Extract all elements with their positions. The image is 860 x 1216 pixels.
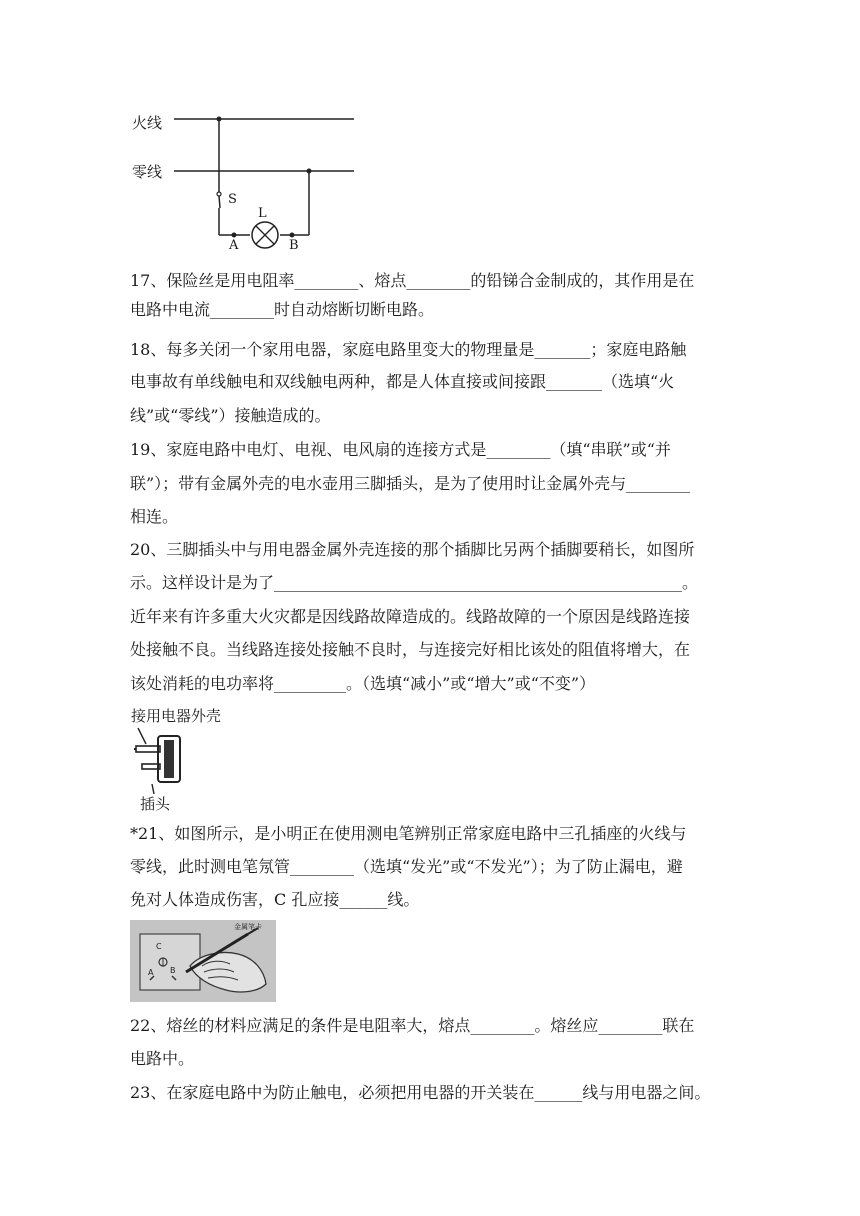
q22-line2: 电路中。 [130, 1049, 195, 1068]
hole-c-label: C [156, 942, 162, 951]
q19-line2: 联”）；带有金属外壳的电水壶用三脚插头，是为了使用时让金属外壳与________ [130, 474, 691, 493]
q19-line1: 19、家庭电路中电灯、电视、电风扇的连接方式是________（填“串联”或“并 [130, 440, 671, 459]
q19-line3: 相连。 [130, 507, 179, 526]
q20-line2: 示。这样设计是为了___________________________________________________。 [130, 573, 699, 592]
point-b-label: B [289, 238, 299, 253]
q22-line1: 22、熔丝的材料应满足的条件是电阻率大，熔点________。熔丝应________联在 [130, 1016, 695, 1035]
q18-line2: 电事故有单线触电和双线触电两种，都是人体直接或间接跟_______（选填“火 [130, 372, 675, 391]
q17-line1: 17、保险丝是用电阻率________、熔点________的铅锑合金制成的，其作用是在 [130, 271, 695, 290]
q21-line3: 免对人体造成伤害，C 孔应接______线。 [130, 890, 420, 909]
q18-line3: 线”或“零线”）接触造成的。 [130, 406, 331, 425]
tester-photo [130, 920, 276, 1002]
circuit-wiring [170, 108, 410, 258]
plug-bottom-label: 插头 [140, 795, 171, 813]
q21-line2: 零线，此时测电笔氖管________（选填“发光”或“不发光”）；为了防止漏电，避 [130, 857, 683, 876]
lamp-label: L [258, 206, 267, 221]
q21-line1: *21、如图所示，是小明正在使用测电笔辨别正常家庭电路中三孔插座的火线与 [130, 824, 687, 843]
hole-b-label: B [170, 966, 176, 975]
plug-drawing [130, 724, 200, 794]
q20-line1: 20、三脚插头中与用电器金属外壳连接的那个插脚比另两个插脚要稍长，如图所 [130, 540, 695, 559]
plug-top-label: 接用电器外壳 [131, 707, 222, 725]
live-wire-label: 火线 [132, 114, 163, 132]
hole-a-label: A [148, 968, 154, 977]
tester-drawing [130, 920, 276, 1002]
q20-line4: 处接触不良。当线路连接处接触不良时，与连接完好相比该处的阻值将增大，在 [130, 640, 691, 659]
point-a-label: A [229, 238, 239, 253]
q18-line1: 18、每多关闭一个家用电器，家庭电路里变大的物理量是_______；家庭电路触 [130, 340, 687, 359]
q20-line3: 近年来有许多重大火灾都是因线路故障造成的。线路故障的一个原因是线路连接 [130, 607, 691, 626]
switch-label: S [228, 192, 237, 207]
q23-line1: 23、在家庭电路中为防止触电，必须把用电器的开关装在______线与用电器之间。 [130, 1083, 711, 1102]
q20-line5: 该处消耗的电功率将_________。（选填“减小”或“增大”或“不变”） [130, 674, 596, 693]
neutral-wire-label: 零线 [132, 163, 163, 181]
tester-clip-label: 金属笔卡 [234, 923, 262, 931]
q17-line2: 电路中电流________时自动熔断切断电路。 [130, 300, 435, 319]
